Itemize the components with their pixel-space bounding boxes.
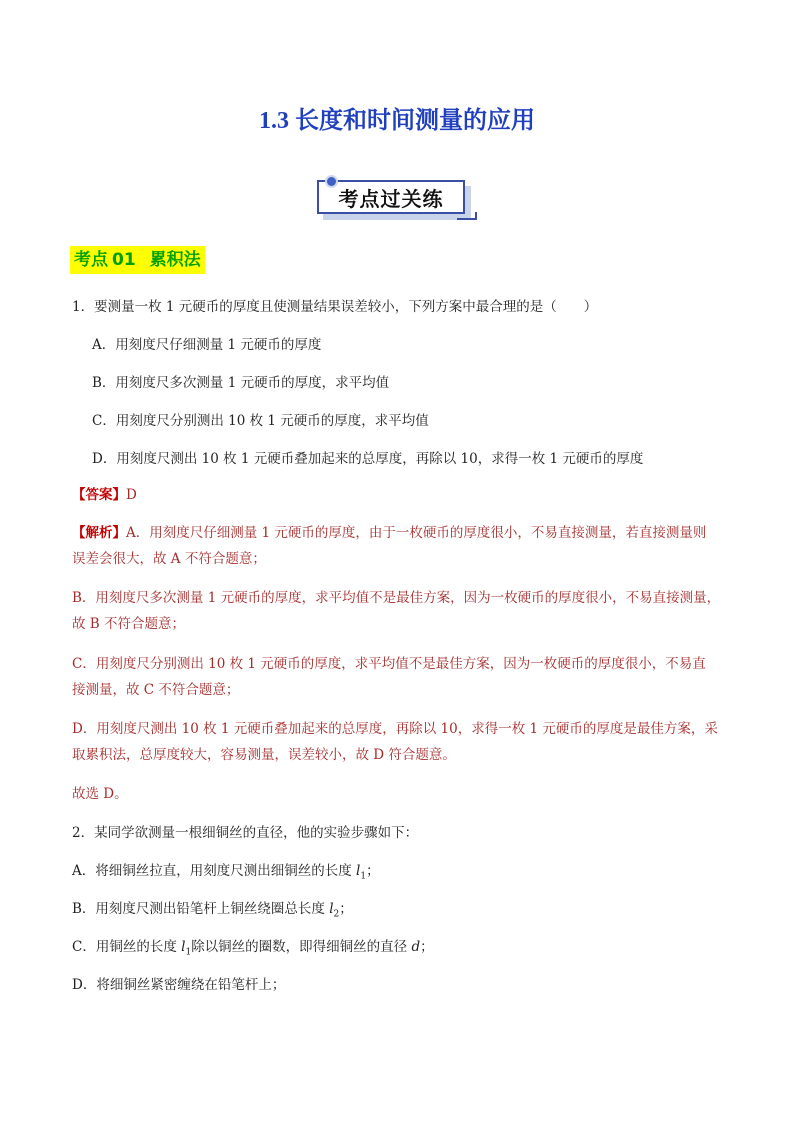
title-number: 1.3 bbox=[259, 108, 289, 134]
section-banner bbox=[317, 180, 477, 222]
answer-value: D bbox=[126, 487, 137, 503]
q1-analysis-line: 误差会很大，故 A 不符合题意； bbox=[72, 551, 266, 567]
q2-step-b: B．用刻度尺测出铅笔杆上铜丝绕圈总长度 $l_2$； bbox=[72, 901, 353, 920]
q1-analysis-line bbox=[72, 523, 732, 543]
q1-analysis-line: D．用刻度尺测出 10 枚 1 元硬币叠加起来的总厚度，再除以 10，求得一枚 1 元硬币的厚度是最佳方案，采 bbox=[72, 721, 718, 737]
section-name: 累积法 bbox=[149, 250, 201, 270]
q2-step-c: C．用铜丝的长度 $l_1$除以铜丝的圈数，即得细铜丝的直径 d； bbox=[72, 939, 434, 958]
analysis-tag: 【解析】 bbox=[72, 525, 126, 541]
page-title bbox=[0, 100, 794, 135]
q1-analysis-line: B．用刻度尺多次测量 1 元硬币的厚度，求平均值不是最佳方案，因为一枚硬币的厚度很小，不易直接测量， bbox=[72, 590, 721, 606]
answer-tag: 【答案】 bbox=[72, 487, 126, 503]
q1-conclusion: 故选 D。 bbox=[72, 786, 128, 802]
q1-option-c: C．用刻度尺分别测出 10 枚 1 元硬币的厚度，求平均值 bbox=[92, 413, 429, 429]
q1-analysis-line: 取累积法，总厚度较大，容易测量，误差较小，故 D 符合题意。 bbox=[72, 747, 456, 763]
section-heading bbox=[70, 246, 205, 274]
q1-option-b: B．用刻度尺多次测量 1 元硬币的厚度，求平均值 bbox=[92, 375, 390, 391]
banner-dot-icon bbox=[325, 175, 338, 188]
q1-option-a: A．用刻度尺仔细测量 1 元硬币的厚度 bbox=[92, 337, 322, 353]
banner-box: 考点过关练 bbox=[317, 180, 465, 214]
q1-option-d: D．用刻度尺测出 10 枚 1 元硬币叠加起来的总厚度，再除以 10，求得一枚 1 元硬币的厚度 bbox=[92, 451, 644, 467]
q2-stem: 2．某同学欲测量一根细铜丝的直径，他的实验步骤如下： bbox=[72, 825, 419, 841]
q2-step-a: A．将细铜丝拉直，用刻度尺测出细铜丝的长度 $l_1$； bbox=[72, 863, 380, 882]
title-text: 长度和时间测量的应用 bbox=[295, 106, 535, 134]
q1-stem: 1．要测量一枚 1 元硬币的厚度且使测量结果误差较小，下列方案中最合理的是（ ） bbox=[72, 299, 598, 315]
q1-analysis-line: 故 B 不符合题意； bbox=[72, 616, 186, 632]
banner-tail bbox=[457, 212, 477, 220]
section-number: 01 bbox=[112, 250, 136, 270]
analysis-text: A．用刻度尺仔细测量 1 元硬币的厚度，由于一枚硬币的厚度很小，不易直接测量，若直接测量则 bbox=[126, 525, 707, 541]
q1-analysis-line: C．用刻度尺分别测出 10 枚 1 元硬币的厚度，求平均值不是最佳方案，因为一枚硬币的厚度很小，不易直 bbox=[72, 656, 706, 672]
q1-analysis-line: 接测量，故 C 不符合题意； bbox=[72, 682, 240, 698]
q1-answer bbox=[72, 485, 732, 505]
q2-step-d: D．将细铜丝紧密缠绕在铅笔杆上； bbox=[72, 977, 286, 993]
section-prefix: 考点 bbox=[74, 250, 108, 270]
